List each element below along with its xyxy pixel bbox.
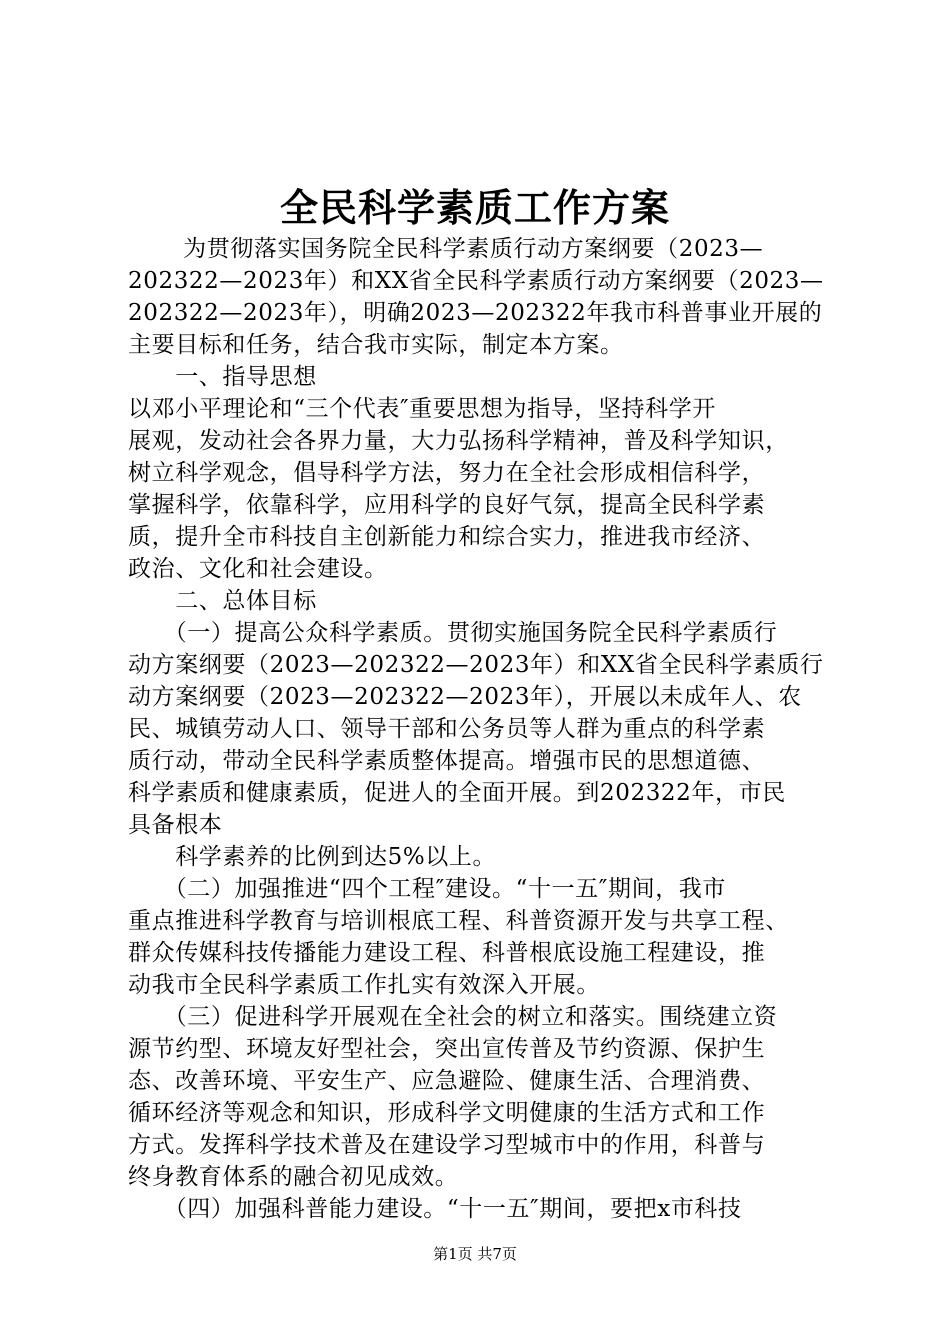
text-line: 科学素养的比例到达5%以上。: [128, 844, 497, 870]
text-line: 源节约型、环境友好型社会，突出宣传普及节约资源、保护生: [128, 1036, 766, 1062]
text-line: 为贯彻落实国务院全民科学素质行动方案纲要（2023—: [128, 236, 764, 262]
text-line: 树立科学观念，倡导科学方法，努力在全社会形成相信科学，: [128, 460, 766, 486]
page-number-footer: 第1页 共7页: [433, 1245, 517, 1263]
text-line: 主要目标和任务，结合我市实际，制定本方案。: [128, 332, 624, 358]
text-line: （三）促进科学开展观在全社会的树立和落实。围绕建立资: [128, 1004, 778, 1030]
section-heading: 一、指导思想: [128, 364, 317, 390]
text-line: 掌握科学，依靠科学，应用科学的良好气氛，提高全民科学素: [128, 492, 766, 518]
text-line: 方式。发挥科学技术普及在建设学习型城市中的作用，科普与: [128, 1132, 766, 1158]
text-line: 202322—2023年）和XX省全民科学素质行动方案纲要（2023—: [128, 268, 824, 294]
text-line: 重点推进科学教育与培训根底工程、科普资源开发与共享工程、: [128, 908, 789, 934]
section-heading: 二、总体目标: [128, 588, 317, 614]
text-line: 动方案纲要（2023—202322—2023年）和XX省全民科学素质行: [128, 652, 824, 678]
text-line: 202322—2023年），明确2023—202322年我市科普事业开展的: [128, 300, 823, 326]
document-body: [128, 233, 828, 1225]
text-line: 群众传媒科技传播能力建设工程、科普根底设施工程建设，推: [128, 940, 766, 966]
text-line: 态、改善环境、平安生产、应急避险、健康生活、合理消费、: [128, 1068, 766, 1094]
text-line: 具备根本: [128, 812, 223, 838]
text-line: 动方案纲要（2023—202322—2023年），开展以未成年人、农: [128, 684, 802, 710]
text-line: 展观，发动社会各界力量，大力弘扬科学精神，普及科学知识，: [128, 428, 789, 454]
text-line: 科学素质和健康素质，促进人的全面开展。到202322年，市民: [128, 780, 786, 806]
text-line: 政治、文化和社会建设。: [128, 556, 388, 582]
text-line: （四）加强科普能力建设。“十一五″期间，要把x市科技: [128, 1196, 742, 1222]
text-line: 动我市全民科学素质工作扎实有效深入开展。: [128, 972, 600, 998]
text-line: 循环经济等观念和知识，形成科学文明健康的生活方式和工作: [128, 1100, 766, 1126]
text-line: 民、城镇劳动人口、领导干部和公务员等人群为重点的科学素: [128, 716, 766, 742]
text-line: （二）加强推进“四个工程″建设。“十一五″期间，我市: [128, 876, 726, 902]
text-line: 质行动，带动全民科学素质整体提高。增强市民的思想道德、: [128, 748, 766, 774]
text-line: （一）提高公众科学素质。贯彻实施国务院全民科学素质行: [128, 620, 778, 646]
document-title: 全民科学素质工作方案: [279, 185, 670, 230]
text-line: 终身教育体系的融合初见成效。: [128, 1164, 459, 1190]
text-line: 质，提升全市科技自主创新能力和综合实力，推进我市经济、: [128, 524, 766, 550]
text-line: 以邓小平理论和“三个代表″重要思想为指导，坚持科学开: [128, 396, 716, 422]
